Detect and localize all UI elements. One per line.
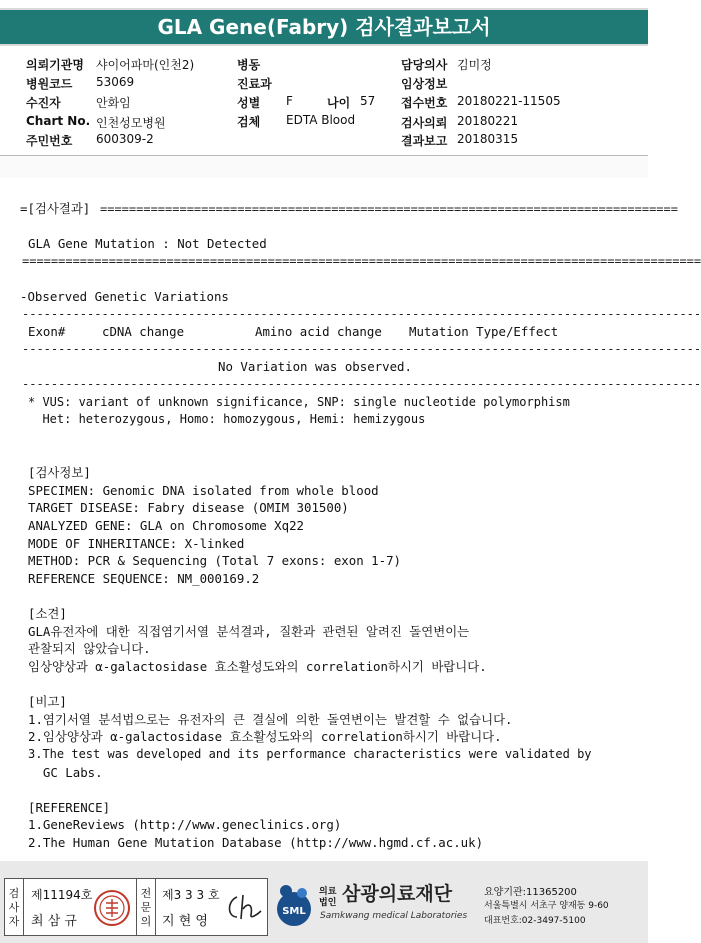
logo-abbr: SML	[282, 906, 306, 917]
single-rule: ----------------------------------------------------------------------------------------------	[22, 307, 701, 321]
institution-code: 요양기관:11365200	[484, 887, 577, 898]
specimen-value: EDTA Blood	[286, 113, 356, 127]
patient-value: 안화임	[96, 96, 131, 110]
request-date-value: 20180221	[457, 114, 519, 128]
ward-label: 병동	[237, 58, 261, 72]
specialist-label-char: 문	[140, 901, 152, 914]
report-footer	[0, 861, 648, 943]
sex-label: 성별	[237, 96, 261, 110]
test-info-line: REFERENCE SEQUENCE: NM_000169.2	[28, 571, 260, 586]
opinion-header: [소견]	[28, 606, 67, 621]
footnote-vus: * VUS: variant of unknown significance, SNP: single nucleotide polymorphism	[28, 395, 570, 409]
report-date-label: 결과보고	[401, 134, 448, 148]
section-divider	[0, 155, 648, 178]
hospital-code-value: 53069	[96, 75, 135, 89]
reference-line: 1.GeneReviews (http://www.geneclinics.org)	[28, 817, 342, 832]
remark-header: [비고]	[28, 694, 67, 709]
table-header-cdna: cDNA change	[102, 324, 185, 339]
test-info-header: [검사정보]	[28, 465, 91, 480]
resident-no-value: 600309-2	[96, 132, 154, 146]
chart-no-value: 인천성모병원	[96, 116, 166, 130]
report-title-bar	[0, 8, 648, 46]
test-info-line: TARGET DISEASE: Fabry disease (OMIM 301500)	[28, 500, 349, 515]
signature-box	[4, 878, 268, 936]
org-phone: 대표번호:02-3497-5100	[484, 916, 586, 926]
examiner-label-cell	[5, 879, 24, 935]
opinion-line: 관찰되지 않았습니다.	[28, 641, 151, 656]
table-header-amino-acid: Amino acid change	[255, 324, 382, 339]
reference-line: 2.The Human Gene Mutation Database (http://www.hgmd.cf.ac.uk)	[28, 835, 484, 850]
double-rule: ================================================================================	[100, 202, 678, 216]
specialist-label-char: 전	[140, 887, 152, 900]
resident-no-label: 주민번호	[26, 134, 73, 148]
request-date-label: 검사의뢰	[401, 116, 448, 130]
patient-info-section	[0, 52, 648, 152]
test-info-line: ANALYZED GENE: GLA on Chromosome Xq22	[28, 518, 305, 533]
remark-line: GC Labs.	[28, 765, 103, 780]
remark-line: 2.임상양상과 α-galactosidase 효소활성도와의 correlation하시기 바랍니다.	[28, 729, 502, 744]
remark-line: 3.The test was developed and its performance characteristics were validated by	[28, 747, 592, 761]
org-english-name: Samkwang medical Laboratories	[320, 911, 468, 921]
table-header-exon: Exon#	[28, 324, 66, 339]
double-rule: ==============================================================================================	[22, 254, 701, 268]
specialist-license-no: 제3 3 3 호	[162, 888, 220, 902]
age-value: 57	[360, 94, 376, 108]
hospital-code-label: 병원코드	[26, 77, 73, 91]
org-prefix-top: 의료	[319, 887, 337, 897]
remark-line: 1.염기서열 분석법으로는 유전자의 큰 결실에 의한 돌연변이는 발견할 수 없습니다.	[28, 712, 513, 727]
accession-no-value: 20180221-11505	[457, 94, 561, 108]
footnote-zygosity: Het: heterozygous, Homo: homozygous, Hemi: hemizygous	[28, 412, 426, 426]
institution-label: 의뢰기관명	[26, 58, 84, 72]
examiner-label-char: 사	[8, 901, 20, 914]
sml-logo-icon	[272, 881, 316, 933]
examiner-license-no: 제11194호	[31, 888, 93, 902]
specialist-name: 지 현 영	[162, 914, 208, 929]
test-info-line: METHOD: PCR & Sequencing (Total 7 exons: exon 1-7)	[28, 553, 401, 568]
physician-label: 담당의사	[401, 58, 448, 72]
report-date-value: 20180315	[457, 132, 519, 146]
single-rule: ----------------------------------------------------------------------------------------------	[22, 377, 701, 391]
examiner-label-char: 검	[8, 887, 20, 900]
result-header: =[검사결과]	[20, 201, 91, 216]
opinion-line: GLA유전자에 대한 직접염기서열 분석결과, 질환과 관련된 알려진 돌연변이는	[28, 624, 470, 639]
sex-value: F	[286, 94, 293, 108]
signature-icon	[223, 891, 263, 925]
test-info-line: MODE OF INHERITANCE: X-linked	[28, 536, 245, 551]
department-label: 진료과	[237, 77, 272, 91]
patient-label: 수진자	[26, 96, 61, 110]
physician-value: 김미정	[457, 58, 492, 72]
table-header-mutation-type: Mutation Type/Effect	[409, 324, 559, 339]
institution-value: 샤이어파마(인천2)	[96, 58, 195, 72]
org-name: 삼광의료재단	[342, 883, 453, 905]
single-rule: ----------------------------------------------------------------------------------------------	[22, 342, 701, 356]
org-address: 서울특별시 서초구 양재동 9-60	[484, 901, 609, 911]
report-title: GLA Gene(Fabry) 검사결과보고서	[157, 15, 491, 39]
chart-no-label: Chart No.	[26, 114, 91, 128]
reference-header: [REFERENCE]	[28, 800, 111, 815]
opinion-line: 임상양상과 α-galactosidase 효소활성도와의 correlation하시기 바랍니다.	[28, 659, 487, 674]
observed-variations-header: -Observed Genetic Variations	[20, 289, 229, 304]
accession-no-label: 접수번호	[401, 96, 448, 110]
clinical-info-label: 임상정보	[401, 77, 448, 91]
examiner-name: 최 삼 규	[31, 914, 77, 929]
specimen-label: 검체	[237, 115, 261, 129]
no-variation-text: No Variation was observed.	[218, 359, 412, 374]
age-label: 나이	[327, 96, 351, 110]
specialist-label-cell	[136, 879, 156, 935]
test-info-line: SPECIMEN: Genomic DNA isolated from whole blood	[28, 483, 379, 498]
mutation-line: GLA Gene Mutation : Not Detected	[28, 236, 267, 251]
org-prefix-bottom: 법인	[319, 898, 337, 908]
specialist-label-char: 의	[140, 915, 152, 928]
examiner-seal-icon	[93, 889, 131, 927]
examiner-label-char: 자	[8, 915, 20, 928]
